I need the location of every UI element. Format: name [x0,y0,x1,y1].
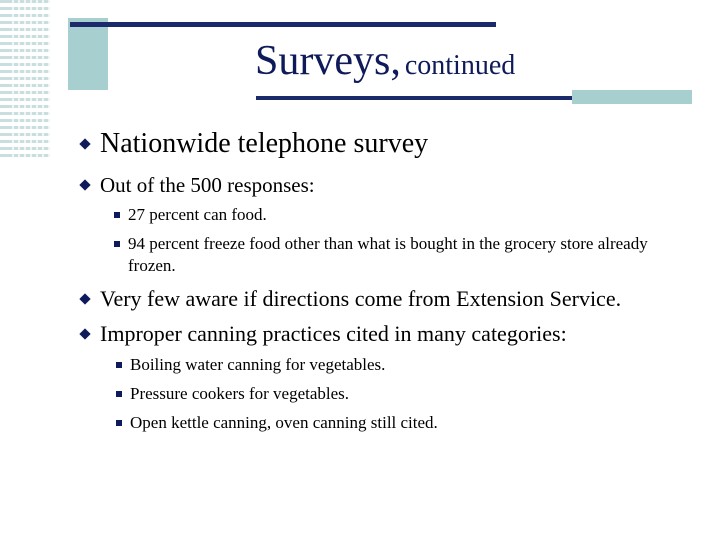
square-bullet-icon [114,212,120,218]
slide-title-main: Surveys, [255,38,401,84]
square-bullet-icon [116,362,122,368]
slide-title-sub: continued [404,50,516,81]
bullet-text: Improper canning practices cited in many categories: [100,321,567,346]
square-bullet-icon [116,420,122,426]
square-bullet-icon [114,241,120,247]
square-bullet-icon [116,391,122,397]
diamond-bullet-icon [79,138,90,149]
bullet-text: Nationwide telephone survey [100,128,429,159]
decorative-stripes-overlay [12,0,50,160]
slide-title [255,40,515,82]
bullet-text: Very few aware if directions come from Extension Service. [100,286,622,311]
sub-bullet-text: Boiling water canning for vegetables. [130,355,386,374]
sub-bullet-text: Pressure cookers for vegetables. [130,384,350,403]
sub-bullet-text: 27 percent can food. [128,205,267,224]
diamond-bullet-icon [79,328,90,339]
decorative-teal-block-right [572,90,692,104]
sub-bullet-text: Open kettle canning, oven canning still cited. [130,413,438,432]
diamond-bullet-icon [79,293,90,304]
bullet-text: Out of the 500 responses: [100,173,315,197]
sub-bullet-text: 94 percent freeze food other than what is bought in the grocery store already frozen. [128,234,648,275]
diamond-bullet-icon [79,179,90,190]
decorative-line-top [70,22,496,27]
decorative-teal-block-left [68,18,108,90]
